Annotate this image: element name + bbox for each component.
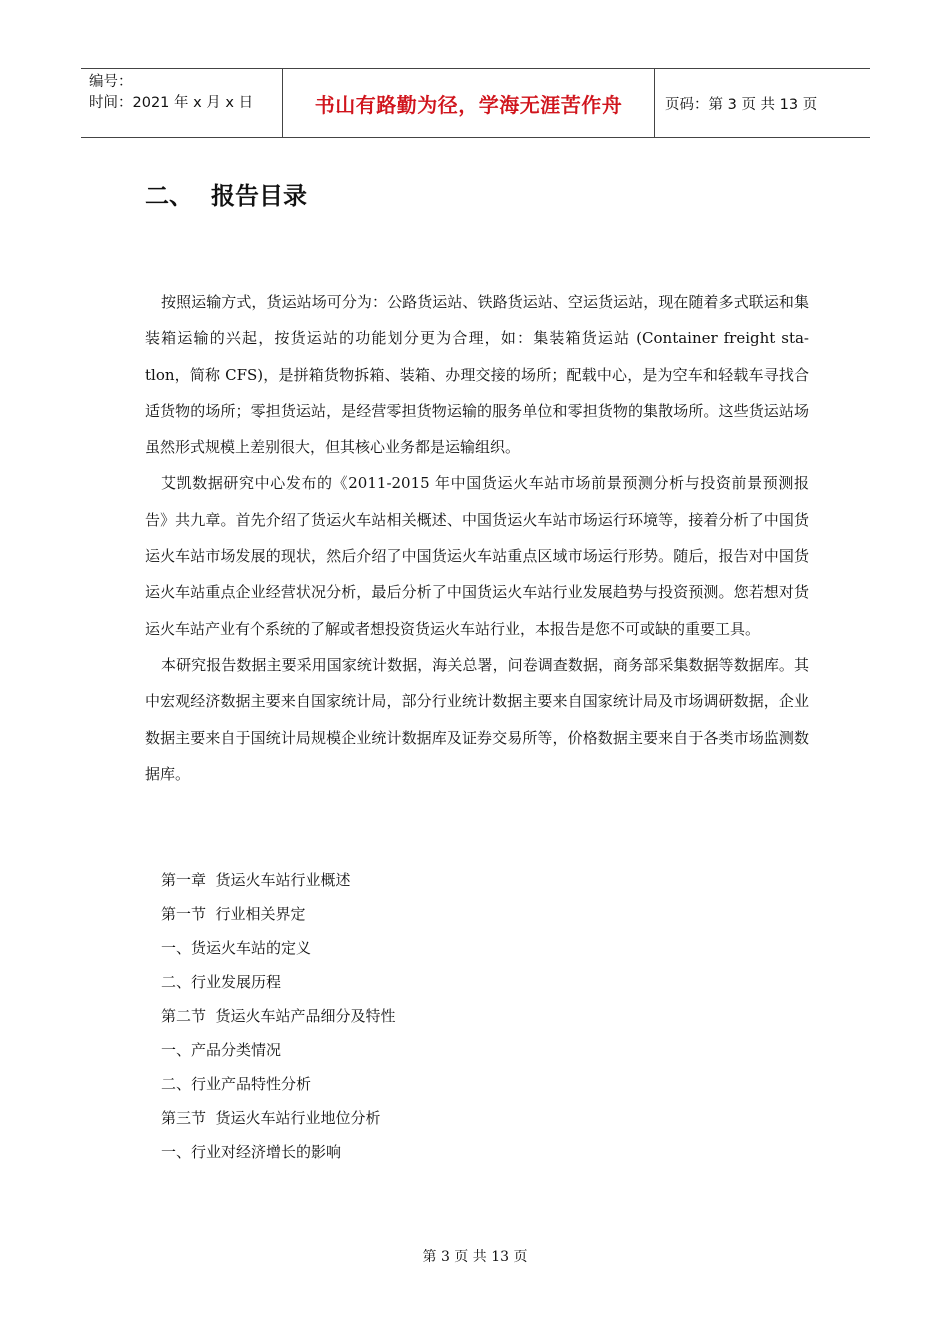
toc-item: 一、行业对经济增长的影响 (161, 1143, 342, 1161)
header-page-number: 页码：第 3 页 共 13 页 (665, 96, 818, 113)
toc-item: 第三节 货运火车站行业地位分析 (161, 1109, 381, 1127)
section-heading (145, 176, 307, 211)
paragraph: 本研究报告数据主要采用国家统计数据，海关总署，问卷调查数据，商务部采集数据等数据库。其中宏观经济数据主要来自国家统计局，部分行业统计数据主要来自国家统计局及市场调研数据，企业数据主要来自于国统计局规模企业统计数据库及证券交易所等，价格数据主要来自于各类市场监测数据库。 (145, 655, 809, 783)
serial-number-label: 编号： (89, 74, 133, 90)
section-number: 二、 (145, 182, 193, 210)
table-of-contents (161, 863, 396, 1169)
toc-item: 第一节 行业相关界定 (161, 905, 306, 923)
section-title: 报告目录 (211, 182, 307, 210)
paragraph: 艾凯数据研究中心发布的《2011-2015 年中国货运火车站市场前景预测分析与投资前景预测报告》共九章。首先介绍了货运火车站相关概述、中国货运火车站市场运行环境等，接着分析了中国货运火车站市场发展的现状，然后介绍了中国货运火车站重点区域市场运行形势。随后，报告对中国货运火车站重点企业经营状况分析，最后分析了中国货运火车站行业发展趋势与投资预测。您若想对货运火车站产业有个系统的了解或者想投资货运火车站行业，本报告是您不可或缺的重要工具。 (145, 474, 809, 638)
toc-item: 二、行业发展历程 (161, 973, 282, 991)
toc-item: 第二节 货运火车站产品细分及特性 (161, 1007, 396, 1025)
toc-item: 第一章 货运火车站行业概述 (161, 871, 351, 889)
header-motto: 书山有路勤为径，学海无涯苦作舟 (282, 69, 655, 137)
page-footer: 第 3 页 共 13 页 (422, 1249, 528, 1265)
header-meta (81, 69, 282, 137)
toc-item: 二、行业产品特性分析 (161, 1075, 312, 1093)
body-text (145, 284, 809, 792)
date-label: 时间：2021 年 x 月 x 日 (89, 95, 254, 111)
paragraph: 按照运输方式，货运站场可分为：公路货运站、铁路货运站、空运货运站，现在随着多式联运和集装箱运输的兴起，按货运站的功能划分更为合理，如：集装箱货运站 (Container freight sta-tlon，简称 CFS)，是拼箱货物拆箱、装箱、办理交接的场所；配载中心，是为空车和轻载车寻找合适货物的场所；零担货运站，是经营零担货物运输的服务单位和零担货物的集散场所。这些货运站场虽然形式规模上差别很大，但其核心业务都是运输组织。 (145, 293, 809, 457)
toc-item: 一、产品分类情况 (161, 1041, 282, 1059)
toc-item: 一、货运火车站的定义 (161, 939, 312, 957)
page-header (81, 68, 870, 138)
